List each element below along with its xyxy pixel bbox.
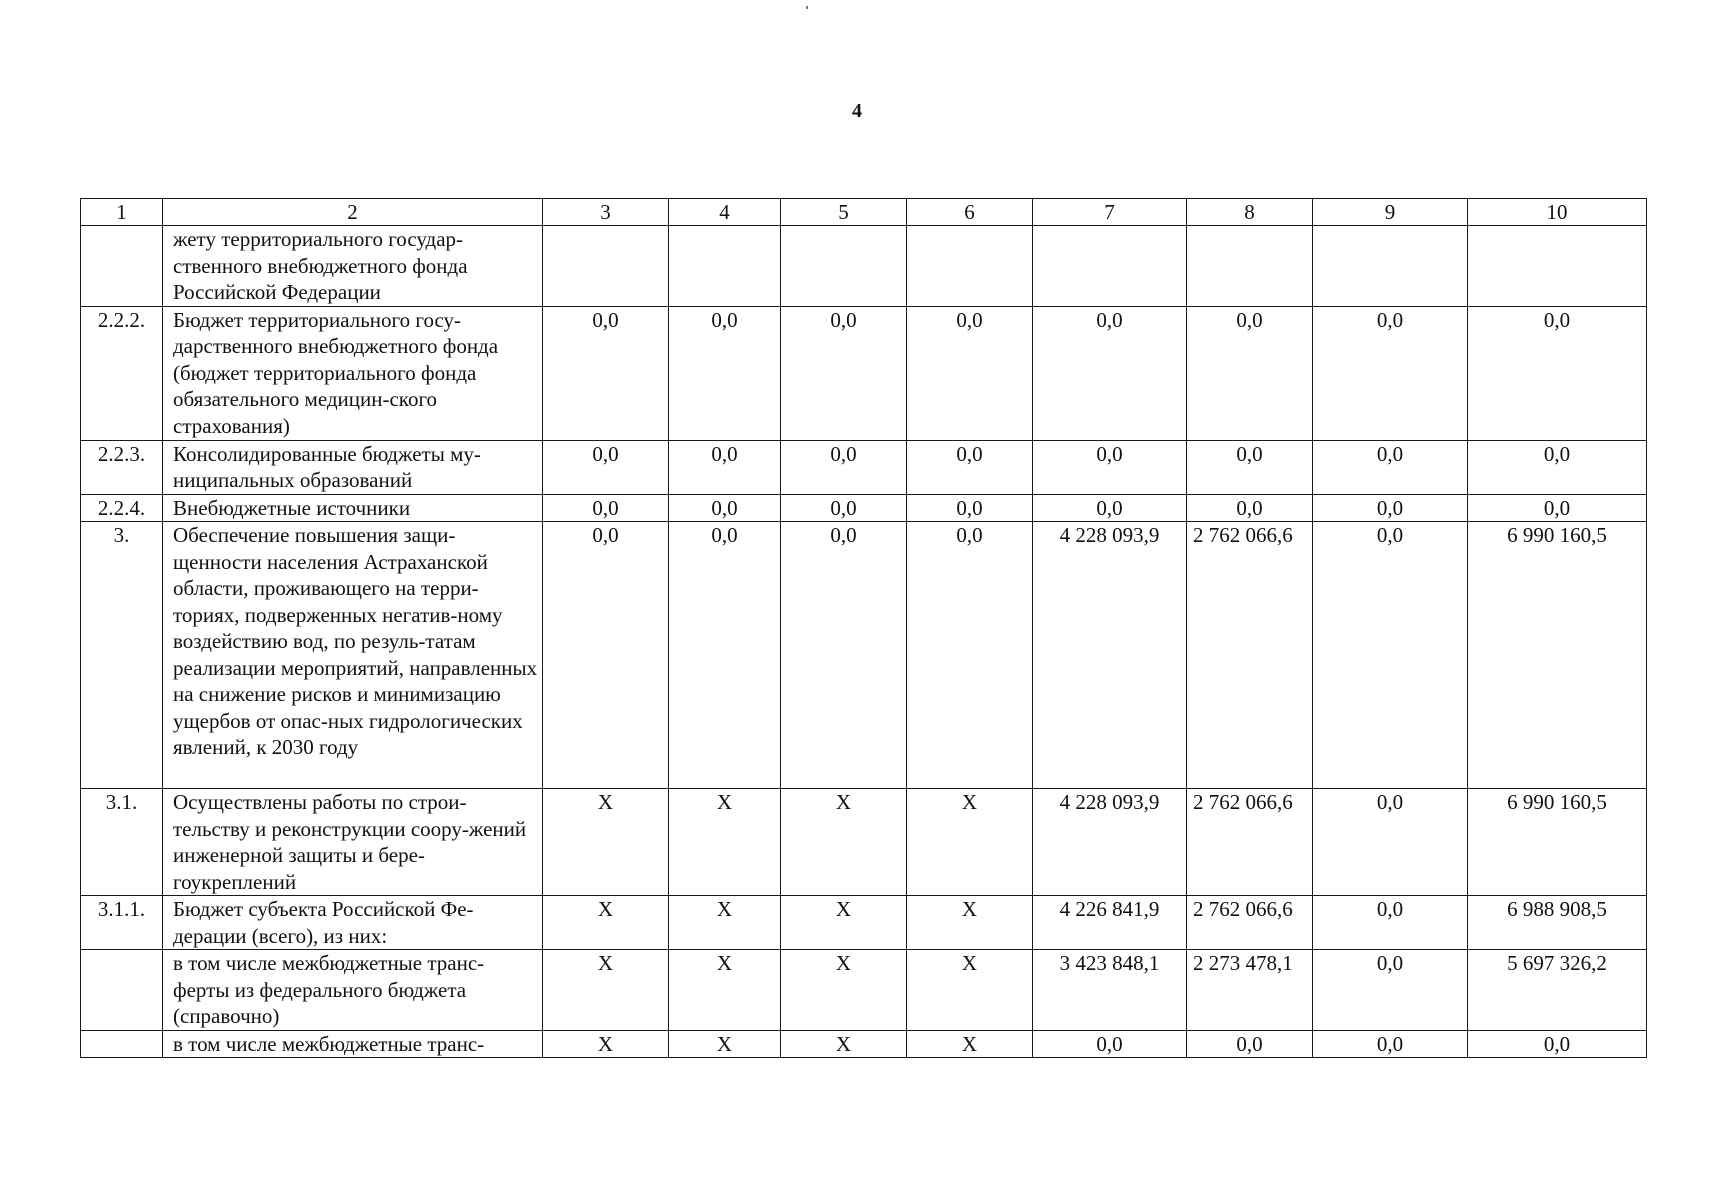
row-value: Х [781,789,907,896]
row-value: Х [669,950,781,1031]
row-value: 0,0 [1313,950,1468,1031]
column-header: 3 [543,199,669,226]
row-number: 2.2.3. [81,440,163,494]
row-value: 6 990 160,5 [1468,789,1647,896]
row-value: 0,0 [1313,1030,1468,1058]
row-value: 0,0 [1187,1030,1313,1058]
column-header: 2 [163,199,543,226]
row-value: 0,0 [781,440,907,494]
row-value: Х [907,1030,1033,1058]
row-value: 0,0 [781,522,907,789]
row-value [781,226,907,307]
column-header: 9 [1313,199,1468,226]
row-name: Бюджет субъекта Российской Фе-дерации (всего), из них: [163,896,543,950]
table-row [81,789,1647,896]
row-number: 3.1. [81,789,163,896]
row-value: 6 990 160,5 [1468,522,1647,789]
row-value: 3 423 848,1 [1033,950,1187,1031]
row-value: Х [543,950,669,1031]
row-value [543,226,669,307]
row-value: 0,0 [1313,789,1468,896]
row-value: 0,0 [1313,440,1468,494]
row-value: Х [543,1030,669,1058]
table-row [81,950,1647,1031]
column-header: 7 [1033,199,1187,226]
row-value: Х [781,896,907,950]
column-header: 4 [669,199,781,226]
row-value: Х [669,789,781,896]
row-number: 3. [81,522,163,789]
row-name: Бюджет территориального госу-дарственного внебюджетного фонда (бюджет территориального фонда обязательного медицин-ского страхования) [163,306,543,440]
row-value [1468,226,1647,307]
column-number-row [81,199,1647,226]
row-value: 0,0 [1033,1030,1187,1058]
column-header: 6 [907,199,1033,226]
row-name: Внебюджетные источники [163,494,543,522]
row-name: Осуществлены работы по строи-тельству и реконструкции соору-жений инженерной защиты и бере-гоукреплений [163,789,543,896]
row-value: 4 226 841,9 [1033,896,1187,950]
table-row [81,1030,1647,1058]
row-value: 0,0 [1033,440,1187,494]
row-value: 0,0 [1033,306,1187,440]
row-value: 0,0 [1468,440,1647,494]
row-name: Консолидированные бюджеты му-ниципальных образований [163,440,543,494]
row-number [81,226,163,307]
row-value: Х [543,789,669,896]
row-value: 0,0 [1313,306,1468,440]
row-value: 2 762 066,6 [1187,896,1313,950]
row-value: 2 273 478,1 [1187,950,1313,1031]
row-value: Х [781,1030,907,1058]
row-value: 0,0 [1468,1030,1647,1058]
row-value: 2 762 066,6 [1187,522,1313,789]
table-row [81,306,1647,440]
row-value [669,226,781,307]
column-header: 1 [81,199,163,226]
column-header: 10 [1468,199,1647,226]
row-number [81,950,163,1031]
table-row [81,896,1647,950]
row-value: 0,0 [781,306,907,440]
row-value [907,226,1033,307]
row-value: 0,0 [907,522,1033,789]
row-value: 0,0 [1313,494,1468,522]
row-name: в том числе межбюджетные транс- [163,1030,543,1058]
row-value: 0,0 [1033,494,1187,522]
row-value: 0,0 [669,522,781,789]
row-value: Х [543,896,669,950]
row-value: 0,0 [543,440,669,494]
row-number: 3.1.1. [81,896,163,950]
row-value: 0,0 [781,494,907,522]
row-value: 0,0 [1187,306,1313,440]
row-name: жету территориального государ-ственного внебюджетного фонда Российской Федерации [163,226,543,307]
row-value: 0,0 [669,306,781,440]
row-value: 0,0 [907,440,1033,494]
row-value: 0,0 [1468,494,1647,522]
budget-table [80,198,1647,1058]
column-header: 8 [1187,199,1313,226]
page-number: 4 [852,100,862,122]
row-value: 4 228 093,9 [1033,789,1187,896]
row-value: 0,0 [1187,494,1313,522]
row-value [1033,226,1187,307]
row-value: 0,0 [907,306,1033,440]
table-row [81,494,1647,522]
row-value: 0,0 [543,522,669,789]
row-value: 0,0 [1187,440,1313,494]
row-value: 0,0 [669,494,781,522]
column-header: 5 [781,199,907,226]
table-row [81,226,1647,307]
row-number: 2.2.4. [81,494,163,522]
row-value [1187,226,1313,307]
row-name: Обеспечение повышения защи-щенности населения Астраханской области, проживающего на терри-ториях, подверженных негатив-ному воздействию вод, по резуль-татам реализации мероприятий, направленных на снижение рисков и минимизацию ущербов от опас-ных гидрологических явлений, к 2030 году [163,522,543,789]
row-value: 0,0 [1313,522,1468,789]
row-value: 0,0 [543,306,669,440]
table-row [81,522,1647,789]
row-value: 2 762 066,6 [1187,789,1313,896]
row-value: Х [669,1030,781,1058]
row-value: 0,0 [1313,896,1468,950]
row-value: 6 988 908,5 [1468,896,1647,950]
row-name: в том числе межбюджетные транс-ферты из федерального бюджета (справочно) [163,950,543,1031]
row-value: 5 697 326,2 [1468,950,1647,1031]
row-value: 0,0 [1468,306,1647,440]
row-value: Х [907,789,1033,896]
row-number: 2.2.2. [81,306,163,440]
row-value: Х [907,896,1033,950]
row-value [1313,226,1468,307]
row-value: 0,0 [543,494,669,522]
row-value: Х [669,896,781,950]
row-value: Х [907,950,1033,1031]
row-value: 0,0 [669,440,781,494]
row-value: Х [781,950,907,1031]
table-row [81,440,1647,494]
scan-speck [806,6,808,9]
row-value: 4 228 093,9 [1033,522,1187,789]
row-number [81,1030,163,1058]
row-value: 0,0 [907,494,1033,522]
